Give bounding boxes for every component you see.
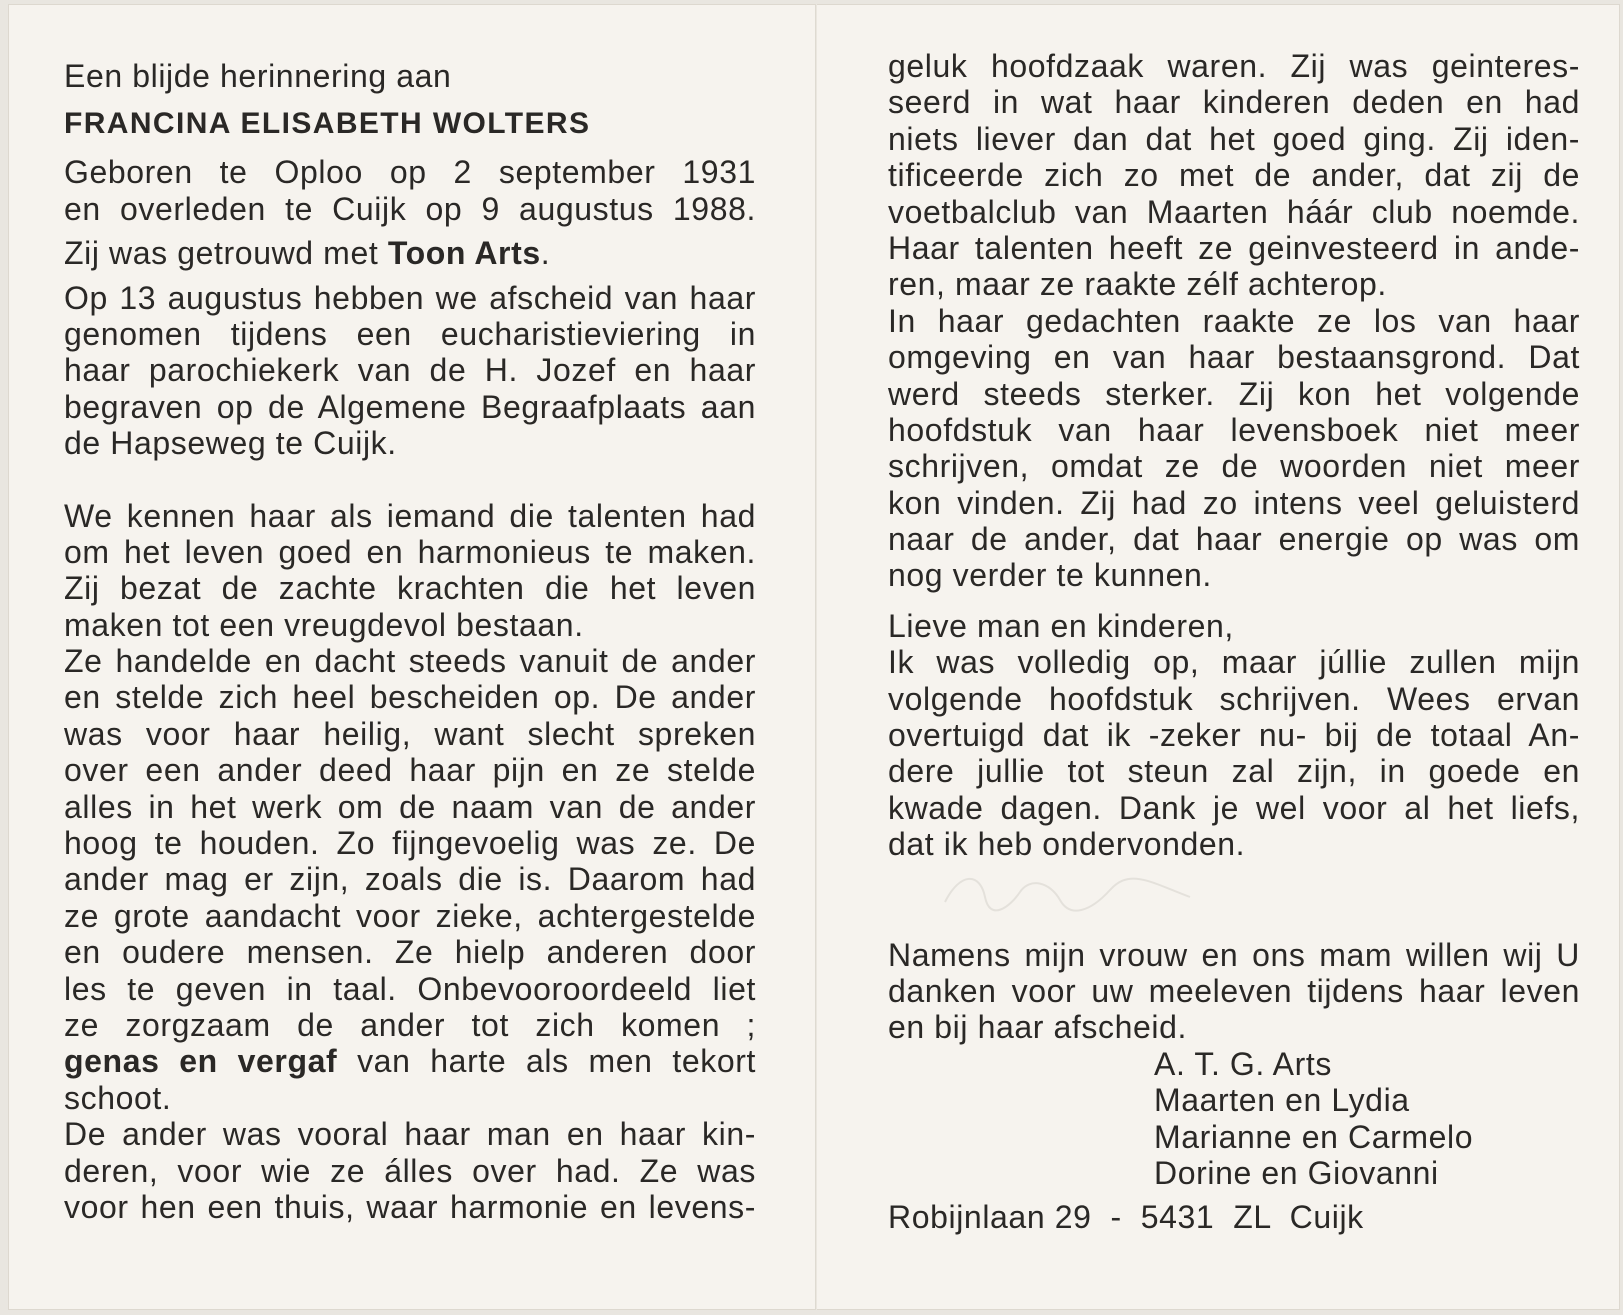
body-line: niets liever dan dat het goed ging. Zij iden-	[888, 120, 1580, 157]
body-line: ren, maar ze raakte zélf achterop.	[888, 266, 1387, 303]
thanks-line: danken voor uw meeleven tijdens haar leven	[888, 972, 1580, 1009]
spouse-name: Toon Arts	[387, 235, 541, 272]
bold-phrase: genas en vergaf	[64, 1043, 338, 1080]
body-line: naar de ander, dat haar energie op was om	[888, 521, 1580, 558]
body-line: schrijven, omdat ze de woorden niet meer	[888, 448, 1580, 485]
body-line: kon vinden. Zij had zo intens veel geluisterd	[888, 484, 1580, 521]
body-line: alles in het werk om de naam van de ander	[64, 788, 756, 825]
deceased-name: FRANCINA ELISABETH WOLTERS	[64, 107, 591, 141]
body-line: nog verder te kunnen.	[888, 557, 1212, 594]
thanks-line: en bij haar afscheid.	[888, 1009, 1188, 1046]
body-line: hoofdstuk van haar levensboek niet meer	[888, 411, 1580, 448]
body-line: omgeving en van haar bestaansgrond. Dat	[888, 339, 1580, 376]
card-fold	[815, 4, 817, 1310]
letter-line: overtuigd dat ik -zeker nu- bij de totaal An-	[888, 717, 1580, 754]
right-page	[888, 48, 1580, 1236]
body-line: werd steeds sterker. Zij kon het volgende	[888, 375, 1580, 412]
body-line: We kennen haar als iemand die talenten had	[64, 497, 756, 534]
funeral-line: begraven op de Algemene Begraafplaats aan	[64, 388, 756, 425]
body-line: De ander was vooral haar man en haar kin-	[64, 1116, 756, 1153]
body-line: over een ander deed haar pijn en ze stelde	[64, 752, 756, 789]
body-line: ze zorgzaam de ander tot zich komen ;	[64, 1006, 756, 1043]
left-page	[64, 58, 756, 1225]
body-line: voetbalclub van Maarten háár club noemde.	[888, 193, 1580, 230]
body-line: ander mag er zijn, zoals die is. Daarom had	[64, 861, 756, 898]
family-member: Maarten en Lydia	[1154, 1082, 1410, 1119]
body-line: tificeerde zich zo met de ander, dat zij de	[888, 157, 1580, 194]
body-line: en oudere mensen. Ze hielp anderen door	[64, 934, 756, 971]
body-line: les te geven in taal. Onbevooroordeeld liet	[64, 970, 756, 1007]
letter-line: dere jullie tot steun zal zijn, in goede en	[888, 753, 1580, 790]
body-line: schoot.	[64, 1079, 172, 1116]
born-line-1: Geboren te Oploo op 2 september 1931	[64, 154, 756, 191]
body-line: en stelde zich heel bescheiden op. De ander	[64, 679, 756, 716]
letter-line: Ik was volledig op, maar júllie zullen mijn	[888, 644, 1580, 681]
family-member: Marianne en Carmelo	[1154, 1118, 1474, 1155]
bold-phrase-line	[64, 1043, 756, 1079]
letter-salutation: Lieve man en kinderen,	[888, 607, 1234, 644]
body-line: Ze handelde en dacht steeds vanuit de ander	[64, 643, 756, 680]
address: Robijnlaan 29 - 5431 ZL Cuijk	[888, 1199, 1364, 1236]
body-line: om het leven goed en harmonieus te maken.	[64, 533, 756, 570]
letter-line: dat ik heb ondervonden.	[888, 826, 1246, 863]
body-line: was voor haar heilig, want slecht spreken	[64, 715, 756, 752]
thanks-line: Namens mijn vrouw en ons mam willen wij U	[888, 936, 1580, 973]
body-line: Haar talenten heeft ze geinvesteerd in ande-	[888, 229, 1580, 266]
intro-text: Een blijde herinnering aan	[64, 58, 452, 94]
letter-line: volgende hoofdstuk schrijven. Wees ervan	[888, 680, 1580, 717]
married-line	[64, 235, 756, 271]
body-line: maken tot een vreugdevol bestaan.	[64, 606, 584, 643]
body-line: seerd in wat haar kinderen deden en had	[888, 84, 1580, 121]
bold-line-rest: van harte als men tekort	[337, 1043, 757, 1080]
body-line: ze grote aandacht voor zieke, achtergestelde	[64, 897, 756, 934]
body-line: In haar gedachten raakte ze los van haar	[888, 302, 1580, 339]
body-line: voor hen een thuis, waar harmonie en levens-	[64, 1188, 756, 1225]
born-line-2: en overleden te Cuijk op 9 augustus 1988.	[64, 190, 756, 227]
body-line: geluk hoofdzaak waren. Zij was geinteres-	[888, 48, 1580, 84]
funeral-line: Op 13 augustus hebben we afscheid van haar	[64, 279, 756, 316]
family-member: Dorine en Giovanni	[1154, 1154, 1439, 1191]
body-line: deren, voor wie ze álles over had. Ze was	[64, 1152, 756, 1189]
family-member: A. T. G. Arts	[1154, 1045, 1332, 1082]
body-line: hoog te houden. Zo fijngevoelig was ze. De	[64, 825, 756, 862]
body-line: Zij bezat de zachte krachten die het leven	[64, 570, 756, 607]
funeral-line: de Hapseweg te Cuijk.	[64, 425, 397, 462]
married-suffix: .	[540, 235, 551, 272]
letter-line: kwade dagen. Dank je wel voor al het liefs,	[888, 789, 1580, 826]
married-prefix: Zij was getrouwd met	[64, 235, 388, 272]
funeral-line: haar parochiekerk van de H. Jozef en haar	[64, 352, 756, 389]
funeral-line: genomen tijdens een eucharistieviering in	[64, 315, 756, 352]
